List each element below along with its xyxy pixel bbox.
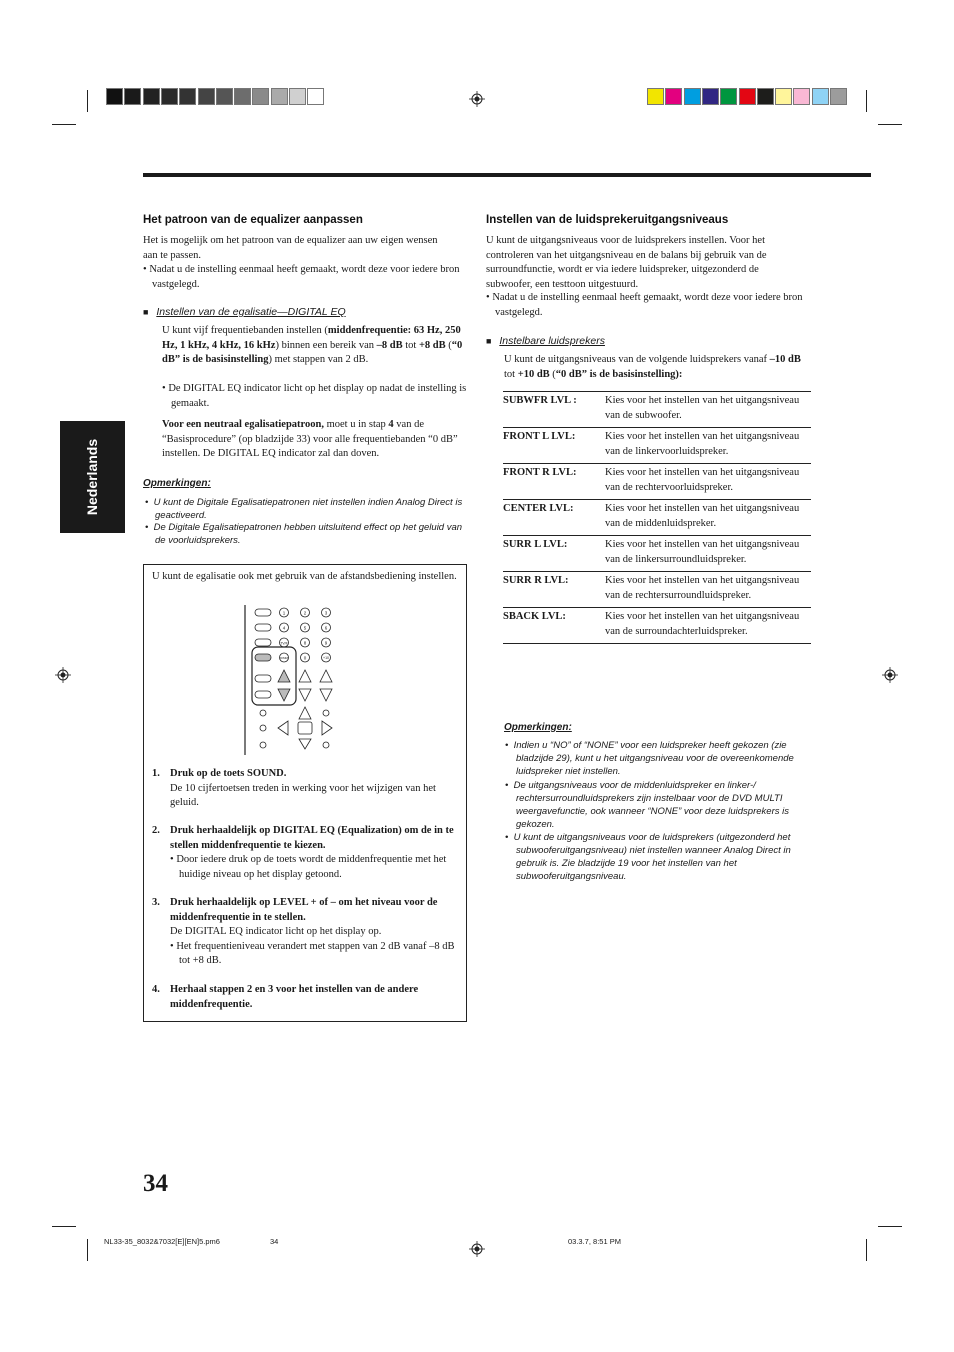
crop-mark (52, 1226, 76, 1227)
right-subheading: ■ Instelbare luidsprekers (486, 335, 605, 347)
registration-mark-icon (55, 667, 71, 683)
left-intro: Het is mogelijk om het patroon van de equalizer aan uw eigen wensen aan te passen. (143, 235, 438, 261)
speaker-description: Kies voor het instellen van het uitgangsniveau van de surroundachterluidspreker. (605, 608, 811, 644)
left-subheading: ■ Instellen van de egalisatie—DIGITAL EQ (143, 306, 346, 318)
speaker-key: FRONT R LVL: (503, 464, 605, 500)
speaker-level-table (503, 391, 811, 644)
left-note: • De Digitale Egalisatiepatronen hebben uitsluitend effect op het geluid van de voorluidsprekers. (145, 522, 463, 546)
crop-mark (866, 90, 867, 112)
speaker-key: SURR R LVL: (503, 572, 605, 608)
speaker-key: SURR L LVL: (503, 536, 605, 572)
table-row (503, 608, 811, 644)
color-swatch (702, 88, 719, 105)
speaker-description: Kies voor het instellen van het uitgangsniveau van de linkervoorluidspreker. (605, 428, 811, 464)
remote-key-label: 9 (324, 640, 328, 646)
gray-swatch (106, 88, 123, 105)
right-heading: Instellen van de luidsprekeruitgangsniveaus (486, 214, 729, 226)
neutral-pattern-paragraph: Voor een neutraal egalisatiepatroon, moet u in stap 4 van de “Basisprocedure” (op bladzijde 33) voor alle frequentiebanden “0 dB” instellen. De DIGITAL EQ indicator zal dan doven. (162, 419, 458, 459)
registration-mark-icon (882, 667, 898, 683)
speaker-key: SUBWFR LVL : (503, 392, 605, 428)
color-swatch (739, 88, 756, 105)
gray-swatch (179, 88, 196, 105)
remote-key-label: 3 (324, 610, 328, 616)
right-note: • Indien u “NO” of “NONE” voor een luidspreker heeft gekozen (zie bladzijde 29), kunt u het uitgangsniveau voor de overeenkomende luidspreker niet instellen. (505, 740, 794, 777)
left-notes-heading: Opmerkingen: (143, 478, 211, 489)
crop-mark (866, 1239, 867, 1261)
speaker-description: Kies voor het instellen van het uitgangsniveau van de rechtersurroundluidspreker. (605, 572, 811, 608)
registration-mark-icon (469, 1241, 485, 1257)
speaker-description: Kies voor het instellen van het uitgangsniveau van de linkersurroundluidspreker. (605, 536, 811, 572)
left-note: • U kunt de Digitale Egalisatiepatronen niet instellen indien Analog Direct is geactiveerd. (145, 497, 463, 521)
right-intro-bullet: • Nadat u de instelling eenmaal heeft gemaakt, wordt deze voor iedere bron vastgelegd. (486, 292, 803, 318)
left-intro-bullet: • Nadat u de instelling eenmaal heeft gemaakt, wordt deze voor iedere bron vastgelegd. (143, 264, 460, 290)
gray-swatch (252, 88, 269, 105)
remote-key-label: DIMM (280, 656, 288, 660)
color-swatch (647, 88, 664, 105)
language-tab (60, 421, 125, 533)
speaker-range-paragraph: U kunt de uitgangsniveaus van de volgende luidsprekers vanaf –10 dB tot +10 dB (“0 dB” is de basisinstelling): (504, 354, 801, 380)
page-number: 34 (143, 1170, 168, 1197)
speaker-description: Kies voor het instellen van het uitgangsniveau van de middenluidspreker. (605, 500, 811, 536)
footer-file: NL33-35_8032&7032[E][EN]5.pm6 (104, 1237, 220, 1246)
box-intro: U kunt de egalisatie ook met gebruik van de afstandsbediening instellen. (152, 571, 457, 582)
remote-key-label: 8 (303, 640, 307, 646)
gray-swatch (124, 88, 141, 105)
remote-key-label: 0 (303, 655, 307, 661)
remote-key-label: 5 (303, 625, 307, 631)
gray-swatch (289, 88, 306, 105)
right-note: • U kunt de uitgangsniveaus voor de luidsprekers (uitgezonderd het subwooferuitgangsniveau) niet instellen wanneer Analog Direct in gebruik is. Zie bladzijde 19 voor het instellen van het subwooferuitgangsniveau. (505, 832, 791, 882)
remote-key-label: 4 (282, 625, 286, 631)
footer-date: 03.3.7, 8:51 PM (568, 1237, 621, 1246)
right-subheading-label: Instelbare luidsprekers (499, 335, 605, 347)
gray-swatch (271, 88, 288, 105)
language-tab-label: Nederlands (84, 438, 100, 516)
step-item: 1. Druk op de toets SOUND. De 10 cijfertoetsen treden in werking voor het wijzigen van het geluid. (152, 768, 436, 808)
crop-mark (87, 1239, 88, 1261)
gray-swatch (234, 88, 251, 105)
gray-swatch (307, 88, 324, 105)
gray-swatch (161, 88, 178, 105)
registration-mark-icon (469, 91, 485, 107)
gray-swatch (143, 88, 160, 105)
eq-band-paragraph: U kunt vijf frequentiebanden instellen (middenfrequentie: 63 Hz, 250 Hz, 1 kHz, 4 kHz, 16 kHz) binnen een bereik van –8 dB tot +8 dB (“0 dB” is de basisinstelling) met stappen van 2 dB. (162, 325, 463, 365)
color-swatch (757, 88, 774, 105)
speaker-key: SBACK LVL: (503, 608, 605, 644)
remote-key-label: 6 (324, 625, 328, 631)
table-row (503, 392, 811, 428)
crop-mark (52, 124, 76, 125)
color-swatch (775, 88, 792, 105)
step-item: 3. Druk herhaaldelijk op LEVEL + of – om het niveau voor de middenfrequentie in te stellen. De DIGITAL EQ indicator licht op het display op. • Het frequentieniveau verandert met stappen van 2 dB vanaf –8 dB tot +8 dB. (152, 897, 455, 966)
left-heading: Het patroon van de equalizer aanpassen (143, 214, 363, 226)
left-subheading-suffix: —DIGITAL EQ (277, 306, 346, 318)
footer-page: 34 (270, 1237, 279, 1246)
right-intro: U kunt de uitgangsniveaus voor de luidsprekers instellen. Voor het controleren van het uitgangsniveau en de balans bij gebruik van de surroundfunctie, wordt er via iedere luidspreker, uitgezonderd de subwoofer, een testtoon uitgestuurd. (486, 235, 767, 290)
table-row (503, 536, 811, 572)
speaker-key: CENTER LVL: (503, 500, 605, 536)
speaker-description: Kies voor het instellen van het uitgangsniveau van de rechtervoorluidspreker. (605, 464, 811, 500)
color-swatch (812, 88, 829, 105)
color-swatch (830, 88, 847, 105)
remote-control-illustration (244, 603, 344, 755)
crop-mark (878, 1226, 902, 1227)
color-swatch (720, 88, 737, 105)
color-swatch (665, 88, 682, 105)
crop-mark (87, 90, 88, 112)
gray-swatch (216, 88, 233, 105)
remote-key-label: +10 (323, 656, 329, 660)
remote-key-label: TV/F (280, 641, 288, 646)
eq-indicator-bullet: • De DIGITAL EQ indicator licht op het display op nadat de instelling is gemaakt. (162, 383, 467, 409)
remote-key-label: 1 (282, 610, 286, 616)
left-subheading-label: Instellen van de egalisatie (156, 306, 278, 318)
right-notes-heading: Opmerkingen: (504, 722, 572, 733)
table-row (503, 428, 811, 464)
table-row (503, 500, 811, 536)
table-row (503, 572, 811, 608)
table-row (503, 464, 811, 500)
step-item: 4. Herhaal stappen 2 en 3 voor het instellen van de andere middenfrequentie. (152, 984, 419, 1010)
color-swatch (793, 88, 810, 105)
header-rule (143, 173, 871, 177)
color-swatch (684, 88, 701, 105)
step-item: 2. Druk herhaaldelijk op DIGITAL EQ (Equalization) om de in te stellen middenfrequentie te kiezen. • Door iedere druk op de toets wordt de middenfrequentie met het huidige niveau op het display getoond. (152, 825, 454, 880)
speaker-key: FRONT L LVL: (503, 428, 605, 464)
right-note: • De uitgangsniveaus voor de middenluidspreker en linker-/ rechtersurroundluidsprekers zijn instelbaar voor de DVD MULTI weergavefunctie, ook wanneer “NONE” voor deze luidsprekers is gekozen. (505, 780, 789, 830)
gray-swatch (198, 88, 215, 105)
speaker-description: Kies voor het instellen van het uitgangsniveau van de subwoofer. (605, 392, 811, 428)
crop-mark (878, 124, 902, 125)
remote-key-label: 2 (303, 610, 307, 616)
